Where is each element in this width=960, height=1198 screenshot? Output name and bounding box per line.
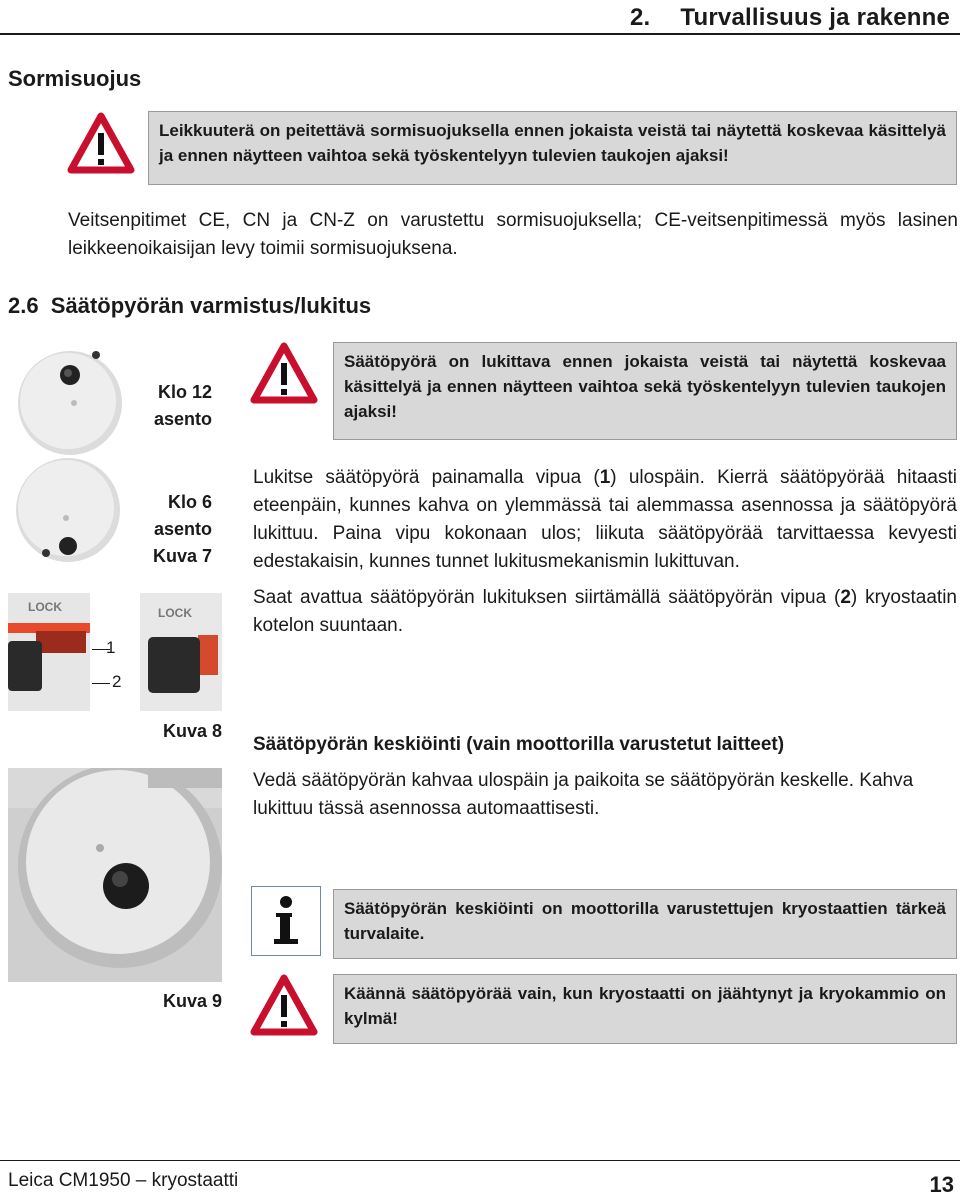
paragraph-lock-procedure [253,464,957,576]
chapter-number: 2. [630,4,651,31]
caption-fig7: Kuva 7 [152,546,212,566]
warning-box-handwheel-lock: Säätöpyörä on lukittava ennen jokaista veistä tai näytettä koskevaa käsittelyä ja ennen näytteen vaihtoa sekä työskentelyyn tulevien taukojen ajaksi! [333,342,957,440]
unlock-text-part1: Saat avattua säätöpyörän lukituksen siirtämällä säätöpyörän vipua ( [253,587,841,608]
footer-rule [0,1160,960,1161]
lock-text-part2: ) ulospäin. Kierrä säätöpyörää hitaasti eteenpäin, kunnes kahva on ylemmässä tai alemmassa asennossa ja säätöpyörä lukittuu. Paina vipu kokonaan ulos; liikuta säätöpyörää tarvittaessa kevyesti edestakaisin, kunnes tunnet lukitusmekanismin lukittuvan. [253,467,957,572]
section-title-sormisuojus: Sormisuojus [8,66,142,91]
leader-line-2 [92,683,110,684]
caption-klo12 [130,379,212,433]
paragraph-finger-guard: Veitsenpitimet CE, CN ja CN-Z on varustettu sormisuojuksella; CE-veitsenpitimessä myös lasinen leikkeenoikaisijan levy toimii sormisuojuksena. [68,210,958,259]
caption-klo12-line1: Klo 12 [157,382,212,402]
caption-klo12-line2: asento [153,409,212,429]
lock-label-left: LOCK [28,600,62,614]
warning-box-cold-chamber: Käännä säätöpyörää vain, kun kryostaatti on jäähtynyt ja kryokammio on kylmä! [333,974,957,1044]
footer-product: Leica CM1950 – kryostaatti [8,1170,239,1191]
caption-klo6-line1: Klo 6 [167,492,212,512]
unlock-text-ref2: 2 [840,587,851,608]
callout-2: 2 [112,672,122,691]
warning-icon [250,974,318,1036]
callout-1: 1 [106,638,116,657]
section-title-handwheel-lock: 2.6 Säätöpyörän varmistus/lukitus [8,293,372,318]
unlock-text-part2: ) kryostaatin kotelon suuntaan. [253,587,957,636]
caption-fig9: Kuva 9 [162,991,222,1011]
handwheel-centering-photo [8,768,222,982]
header-rule [0,33,960,35]
handwheel-photo-12 [8,343,130,455]
info-box-centering: Säätöpyörän keskiöinti on moottorilla varustettujen kryostaattien tärkeä turvalaite. [333,889,957,959]
warning-icon [67,112,135,174]
caption-fig8: Kuva 8 [162,721,222,741]
chapter-name: Turvallisuus ja rakenne [680,4,951,31]
subheading-centering: Säätöpyörän keskiöinti (vain moottorilla varustetut laitteet) [253,734,785,755]
lock-label-right: LOCK [158,606,192,620]
paragraph-centering: Vedä säätöpyörän kahvaa ulospäin ja paikoita se säätöpyörän keskelle. Kahva lukittuu tässä asennossa automaattisesti. [253,770,914,819]
caption-klo6 [130,489,212,570]
lock-text-part1: Lukitse säätöpyörä painamalla vipua ( [253,467,600,488]
warning-box-finger-guard: Leikkuuterä on peitettävä sormisuojuksella ennen jokaista veistä tai näytettä koskevaa käsittelyä ja ennen näytteen vaihtoa sekä työskentelyyn tulevien taukojen ajaksi! [148,111,957,185]
page-number: 13 [929,1172,954,1197]
lock-text-ref1: 1 [599,467,611,488]
warning-icon [250,342,318,404]
info-icon [251,886,321,956]
handwheel-photo-6 [8,458,130,563]
caption-klo6-line2: asento [153,519,212,539]
paragraph-unlock-procedure [253,584,957,640]
chapter-title [630,4,950,32]
